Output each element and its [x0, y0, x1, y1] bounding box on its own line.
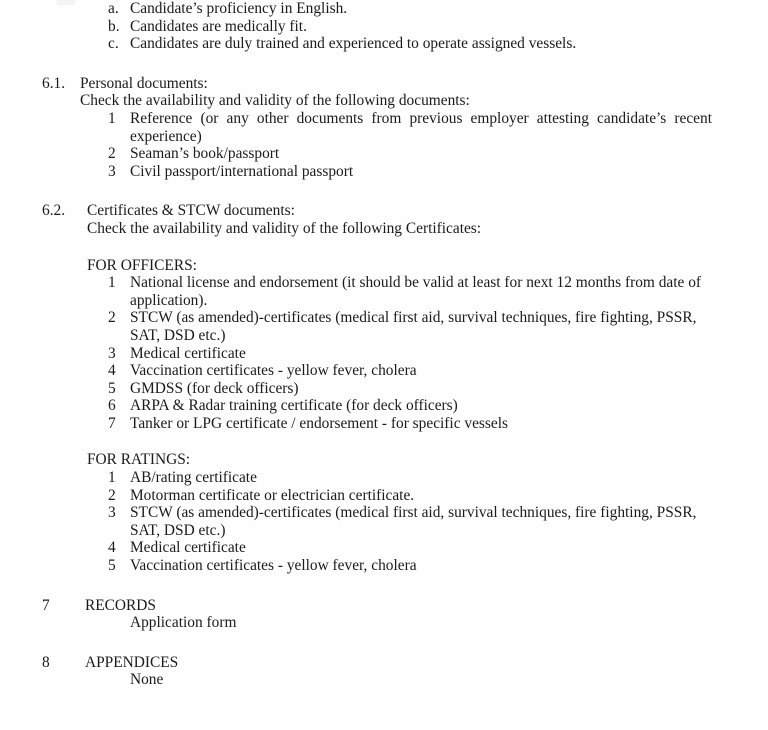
list-text: Candidates are duly trained and experienced to operate assigned vessels. [130, 35, 577, 53]
list-item [0, 145, 768, 163]
list-text: Tanker or LPG certificate / endorsement - for specific vessels [130, 414, 508, 432]
clause-instruction: Check the availability and validity of the following documents: [80, 92, 470, 110]
list-text: Vaccination certificates - yellow fever, cholera [130, 557, 417, 575]
list-text: Candidates are medically fit. [130, 17, 307, 35]
section-heading-appendices [0, 654, 768, 672]
group-heading-officers: FOR OFFICERS: [87, 256, 197, 274]
list-marker: b. [108, 17, 120, 35]
list-marker: 1 [108, 109, 116, 127]
section-value-records: Application form [130, 614, 237, 632]
list-marker: 4 [108, 362, 116, 380]
list-item [0, 504, 768, 539]
list-text: Medical certificate [130, 344, 246, 362]
list-item [0, 110, 768, 145]
spacer [0, 632, 768, 654]
list-marker: 3 [108, 162, 116, 180]
section-heading-records [0, 597, 768, 615]
section-title: RECORDS [85, 596, 156, 614]
list-item [0, 35, 768, 53]
list-text: Vaccination certificates - yellow fever, cholera [130, 362, 417, 380]
list-item [0, 163, 768, 181]
list-marker: 5 [108, 379, 116, 397]
clause-title: Certificates & STCW documents: [87, 202, 295, 220]
clause-heading-6-1 [0, 75, 768, 93]
list-item [0, 345, 768, 363]
list-text: Seaman’s book/passport [130, 145, 280, 163]
list-marker: c. [108, 35, 119, 53]
list-item [0, 469, 768, 487]
list-text: Reference (or any other documents from previous employer attesting candidate’s recent experience) [130, 109, 712, 145]
clause-number: 6.1. [42, 74, 66, 92]
list-text: Civil passport/international passport [130, 162, 354, 180]
section-value-appendices: None [130, 671, 164, 689]
list-item [0, 0, 768, 18]
spacer [0, 575, 768, 597]
list-text: ARPA & Radar training certificate (for deck officers) [130, 397, 458, 415]
list-marker: a. [108, 0, 119, 17]
list-marker: 7 [108, 414, 116, 432]
list-text: Motorman certificate or electrician certificate. [130, 486, 415, 504]
spacer [0, 180, 768, 202]
clause-heading-6-2 [0, 202, 768, 220]
spacer [0, 53, 768, 75]
clause-number: 6.2. [42, 202, 66, 220]
section-title: APPENDICES [85, 653, 179, 671]
list-text: Candidate’s proficiency in English. [130, 0, 348, 17]
list-text: AB/rating certificate [130, 469, 257, 487]
list-item [0, 415, 768, 433]
list-marker: 2 [108, 309, 116, 327]
list-item [0, 18, 768, 36]
list-marker: 2 [108, 486, 116, 504]
list-text: Medical certificate [130, 539, 246, 557]
list-text: STCW (as amended)-certificates (medical first aid, survival techniques, fire fighting, PSSR, SAT, DSD etc.) [130, 309, 697, 344]
section-number: 7 [42, 596, 50, 614]
section-number: 8 [42, 653, 50, 671]
list-item [0, 309, 768, 344]
list-item [0, 557, 768, 575]
list-text: National license and endorsement (it should be valid at least for next 12 months from date of application). [130, 274, 702, 309]
group-heading-ratings: FOR RATINGS: [87, 451, 191, 469]
list-item [0, 539, 768, 557]
list-item [0, 274, 768, 309]
list-text: STCW (as amended)-certificates (medical first aid, survival techniques, fire fighting, PSSR, SAT, DSD etc.) [130, 504, 697, 539]
list-marker: 3 [108, 504, 116, 522]
list-item [0, 487, 768, 505]
clause-instruction: Check the availability and validity of the following Certificates: [87, 219, 482, 237]
list-marker: 4 [108, 539, 116, 557]
list-item [0, 397, 768, 415]
spacer [0, 238, 768, 257]
list-marker: 6 [108, 397, 116, 415]
list-marker: 5 [108, 557, 116, 575]
list-marker: 3 [108, 344, 116, 362]
list-item [0, 362, 768, 380]
spacer [0, 432, 768, 451]
clause-title: Personal documents: [80, 74, 208, 92]
list-text: GMDSS (for deck officers) [130, 379, 299, 397]
list-marker: 1 [108, 469, 116, 487]
list-marker: 2 [108, 145, 116, 163]
list-item [0, 380, 768, 398]
list-marker: 1 [108, 274, 116, 292]
